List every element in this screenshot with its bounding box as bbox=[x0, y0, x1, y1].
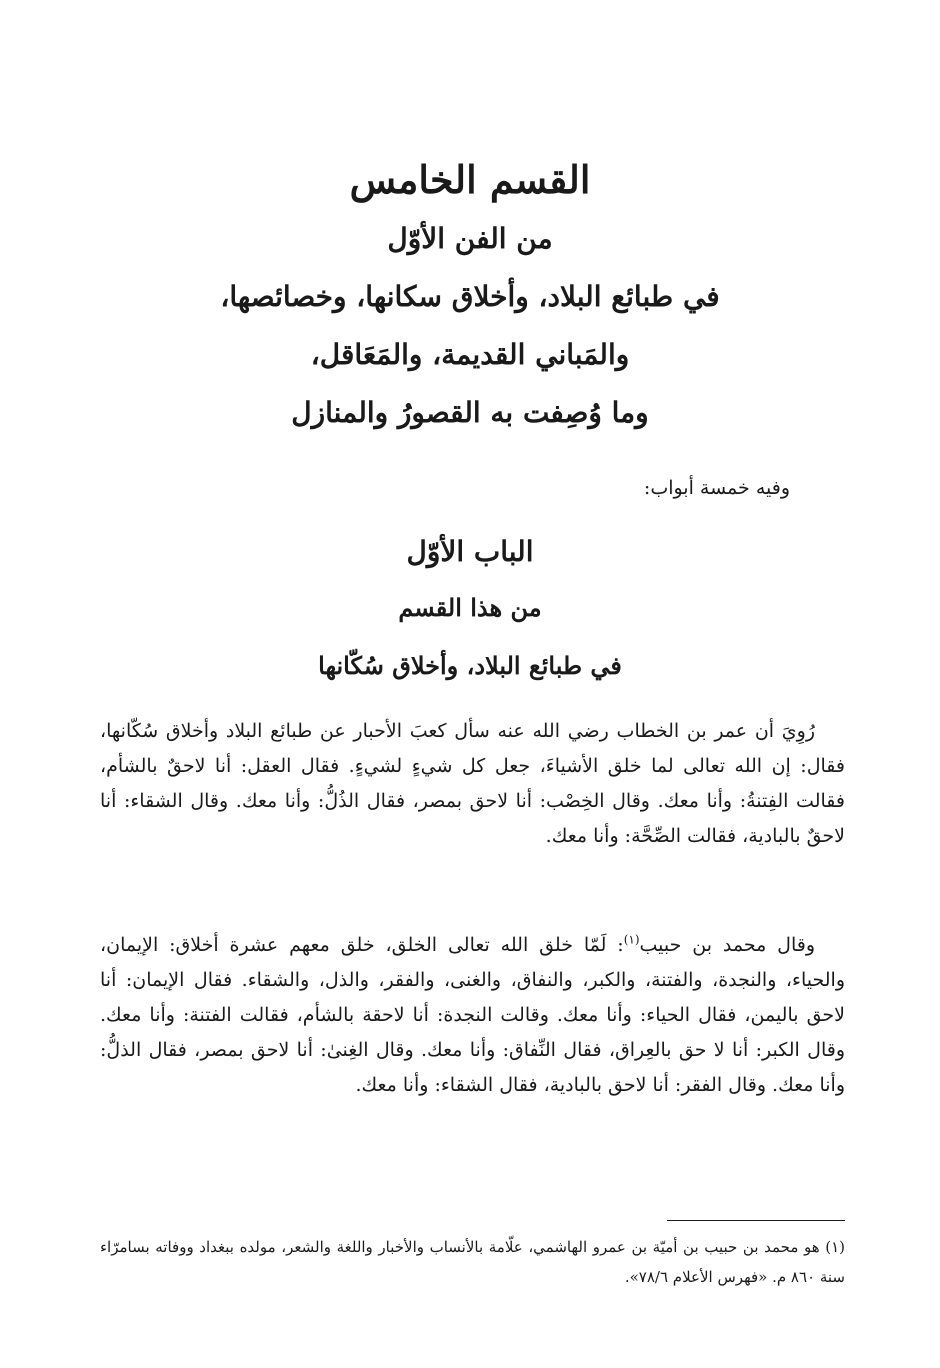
heading-line-4: وما وُصِفت به القصورُ والمنازل bbox=[291, 396, 649, 429]
chapter-subject: في طبائع البلاد، وأخلاق سُكّانها bbox=[318, 651, 622, 680]
section-title: القسم الخامس bbox=[349, 157, 591, 202]
heading-line-3: والمَباني القديمة، والمَعَاقل، bbox=[310, 338, 630, 371]
heading-line-1: من الفن الأوّل bbox=[387, 222, 553, 255]
paragraph-1: رُوِيَ أن عمر بن الخطاب رضي الله عنه سأل كعبَ الأحبار عن طبائع البلاد وأخلاق سُكّانها، فقال: إن الله تعالى لما خلق الأشياءَ، جعل كل شيءٍ لشيءٍ. فقال العقل: أنا لاحقٌ بالشأم، فقالت الفِتنةُ: وأنا معك. وقال الخِصْب: أنا لاحق بمصر، فقال الذُلُّ: وأنا معك. وقال الشقاء: أنا لاحقٌ بالبادية، فقالت الصِّحَّة: وأنا معك. bbox=[100, 720, 845, 847]
heading-line-2: في طبائع البلاد، وأخلاق سكانها، وخصائصها، bbox=[220, 280, 720, 313]
footnote-divider bbox=[667, 1220, 845, 1221]
chapter-title: الباب الأوّل bbox=[406, 535, 534, 568]
chapter-heading bbox=[95, 524, 845, 696]
section-heading bbox=[95, 150, 845, 442]
paragraph-2-start: وقال محمد بن حبيب bbox=[639, 934, 815, 956]
footnote: (١) هو محمد بن حبيب بن أميّة بن عمرو الهاشمي، علّامة بالأنساب والأخبار واللغة والشعر، مولده ببغداد ووفاته بسامرّاء سنة ٨٦٠ م. «فهرس الأعلام ٧٨/٦». bbox=[100, 1238, 845, 1286]
paragraph-2-rest: : لَمّا خلق الله تعالى الخلق، خلق معهم عشرة أخلاق: الإيمان، والحياء، والنجدة، والفتنة، والكبر، والنفاق، والغنى، والفقر، والذل، والشقاء. فقال الإيمان: أنا لاحق باليمن، فقال الحياء: وأنا معك. وقالت النجدة: أنا لاحقة بالشأم، فقالت الفتنة: وأنا معك. وقال الكبر: أنا لا حق بالعِراق، فقال النِّفاق: وأنا معك. وقال الغِنىٰ: أنا لاحق بمصر، فقال الذلُّ: وأنا معك. وقال الفقر: أنا لاحق بالبادية، فقال الشقاء: وأنا معك. bbox=[100, 934, 845, 1096]
chapter-subtitle: من هذا القسم bbox=[398, 593, 542, 622]
paragraph-2 bbox=[100, 928, 845, 1103]
intro-line: وفيه خمسة أبواب: bbox=[643, 477, 790, 499]
footnote-reference[interactable]: (١) bbox=[623, 932, 640, 947]
